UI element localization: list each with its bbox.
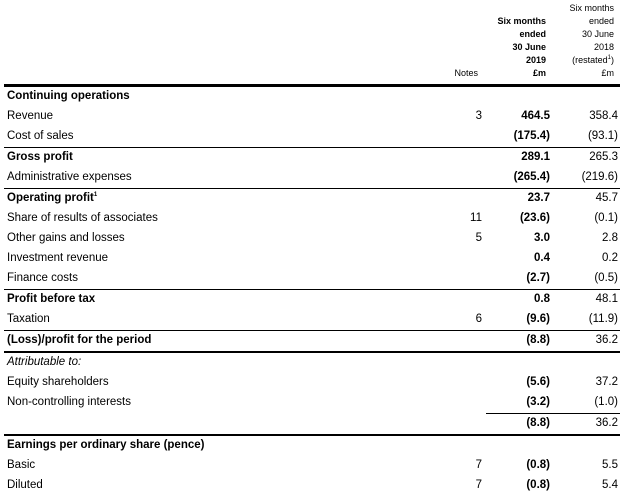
section-heading-attributable: Attributable to: xyxy=(7,356,82,368)
table-row-equity-shareholders: Equity shareholders (5.6) 37.2 xyxy=(7,376,618,388)
table-row-revenue: Revenue 3 464.5 358.4 xyxy=(7,110,618,122)
table-row-other-gains: Other gains and losses 5 3.0 2.8 xyxy=(7,232,618,244)
table-row-investment-revenue: Investment revenue 0.4 0.2 xyxy=(7,252,618,264)
notes-header: Notes xyxy=(454,68,478,78)
table-row-gross-profit: Gross profit 289.1 265.3 xyxy=(7,151,618,163)
section-heading-eps: Earnings per ordinary share (pence) xyxy=(7,439,205,451)
table-row-finance-costs: Finance costs (2.7) (0.5) xyxy=(7,272,618,284)
column-header-2018: Six months ended 30 June 2018 (restated$^1$) £m xyxy=(569,3,614,78)
table-row-eps-diluted: Diluted 7 (0.8) 5.4 xyxy=(7,479,618,491)
table-row-eps-basic: Basic 7 (0.8) 5.5 xyxy=(7,459,618,471)
table-row-loss-profit-period: (Loss)/profit for the period (8.8) 36.2 xyxy=(7,334,618,346)
table-row-cost-of-sales: Cost of sales (175.4) (93.1) xyxy=(7,130,618,142)
column-header-2019: Six months ended 30 June 2019 £m xyxy=(497,16,546,78)
table-row-operating-profit: Operating profit$^1$ 23.7 45.7 xyxy=(7,192,618,204)
table-row-admin-expenses: Administrative expenses (265.4) (219.6) xyxy=(7,171,618,183)
table-row-attributable-total: (8.8) 36.2 xyxy=(526,417,618,429)
table-row-non-controlling: Non-controlling interests (3.2) (1.0) xyxy=(7,396,618,408)
table-row-associates: Share of results of associates 11 (23.6) (0.1) xyxy=(7,212,618,224)
table-row-profit-before-tax: Profit before tax 0.8 48.1 xyxy=(7,293,618,305)
section-heading-continuing: Continuing operations xyxy=(7,90,130,102)
table-row-taxation: Taxation 6 (9.6) (11.9) xyxy=(7,313,618,325)
